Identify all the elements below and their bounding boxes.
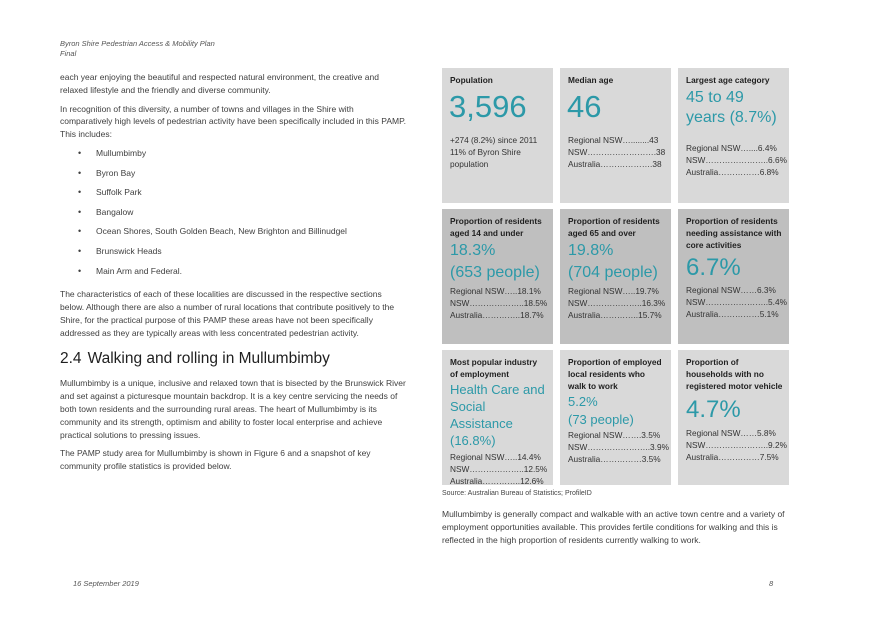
card-label: Median age bbox=[568, 75, 614, 85]
card-value: 6.7% bbox=[686, 254, 741, 281]
card-label: Proportion of households with no registered motor vehicle bbox=[686, 357, 783, 391]
stat-australia: Australia……………5.1% bbox=[686, 309, 779, 320]
aged-14-under-card bbox=[442, 209, 553, 344]
card-value: 4.7% bbox=[686, 396, 741, 423]
mullumbimby-paragraph: Mullumbimby is a unique, inclusive and relaxed town that is bisected by the Brunswick River and set against a picturesque mountain backdrop. It is a key centre servicing the needs of both town residents and the surrounding rural areas. The heart of Mullumbimby is its community and its strength, optimism and ability to foster local enterprise and achieve practical solutions to pressing issues. bbox=[60, 378, 406, 440]
card-value-people: (73 people) bbox=[568, 412, 634, 427]
card-value: 45 to 49 years (8.7%) bbox=[686, 89, 777, 126]
stat-nsw: NSW………………..18.5% bbox=[450, 298, 548, 309]
stat-nsw: NSW………………..12.5% bbox=[450, 464, 548, 475]
characteristics-paragraph: The characteristics of each of these localities are discussed in the respective sections below. Although there are also a number of rural locations that contribute positively to the Shire, for the practical purpose of this PAMP these areas have not been specifically addressed as they are typically areas with less concentrated pedestrian activity. bbox=[60, 289, 395, 338]
localities-list bbox=[60, 147, 406, 284]
document-status: Final bbox=[60, 49, 77, 58]
community-profile-grid bbox=[442, 68, 792, 485]
aged-65-over-card bbox=[560, 209, 671, 344]
document-title: Byron Shire Pedestrian Access & Mobility Plan bbox=[60, 39, 215, 48]
stat-nsw: NSW………………..16.3% bbox=[568, 298, 666, 309]
stat-regional-nsw: Regional NSW……5.8% bbox=[686, 428, 776, 438]
intro-paragraph: each year enjoying the beautiful and respected natural environment, the creative and relaxed lifestyle and the friendly and diverse community. bbox=[60, 72, 379, 95]
left-column bbox=[60, 71, 406, 479]
section-title: Walking and rolling in Mullumbimby bbox=[87, 350, 330, 368]
list-item: • Ocean Shores, South Golden Beach, New Brighton and Billinudgel bbox=[60, 225, 406, 245]
card-note: 11% of Byron Shire population bbox=[450, 147, 521, 169]
card-note: +274 (8.2%) since 2011 bbox=[450, 135, 538, 145]
card-label: Most popular industry of employment bbox=[450, 357, 538, 379]
card-label: Largest age category bbox=[686, 75, 770, 85]
stat-nsw: NSW…………………….38 bbox=[568, 147, 666, 158]
card-value: Health Care and Social Assistance (16.8%) bbox=[450, 382, 545, 448]
source-note: Source: Australian Bureau of Statistics; ProfileID bbox=[442, 490, 592, 497]
stat-australia: Australia……………7.5% bbox=[686, 452, 779, 463]
stat-australia: Australia…………..12.6% bbox=[450, 476, 544, 485]
diversity-paragraph: In recognition of this diversity, a number of towns and villages in the Shire with comparatively high levels of pedestrian activity have been specifically included in this PAMP. This includes: bbox=[60, 103, 407, 140]
card-value: 18.3% bbox=[450, 242, 496, 259]
stat-regional-nsw: Regional NSW…..19.7% bbox=[568, 286, 659, 296]
card-value: 5.2% bbox=[568, 394, 598, 409]
list-item: • Brunswick Heads bbox=[60, 245, 406, 265]
card-label: Proportion of residents aged 65 and over bbox=[568, 216, 660, 238]
list-item: • Main Arm and Federal. bbox=[60, 265, 406, 285]
card-label: Population bbox=[450, 75, 493, 85]
stat-australia: Australia……………….38 bbox=[568, 159, 662, 170]
list-item: • Byron Bay bbox=[60, 167, 406, 187]
stat-regional-nsw: Regional NSW…........43 bbox=[568, 135, 659, 145]
card-value: 3,596 bbox=[449, 89, 527, 124]
stat-regional-nsw: Regional NSW…....6.4% bbox=[686, 143, 777, 153]
stat-nsw: NSW…………………..5.4% bbox=[686, 297, 787, 308]
footer-date: 16 September 2019 bbox=[73, 579, 139, 588]
median-age-card bbox=[560, 68, 671, 203]
list-item: • Bangalow bbox=[60, 206, 406, 226]
list-item: • Suffolk Park bbox=[60, 186, 406, 206]
stat-nsw: NSW…………………..9.2% bbox=[686, 440, 787, 451]
stat-regional-nsw: Regional NSW…..14.4% bbox=[450, 452, 541, 462]
stat-regional-nsw: Regional NSW…..18.1% bbox=[450, 286, 541, 296]
walkability-paragraph: Mullumbimby is generally compact and walkable with an active town centre and a variety of employment opportunities available. This provides fertile conditions for walking and this is reflected in the high proportion of residents currently walking to work. bbox=[442, 509, 785, 545]
card-label: Proportion of employed local residents who walk to work bbox=[568, 357, 662, 391]
stat-regional-nsw: Regional NSW……6.3% bbox=[686, 285, 776, 295]
stat-australia: Australia……………6.8% bbox=[686, 167, 779, 178]
list-item: • Mullumbimby bbox=[60, 147, 406, 167]
section-heading bbox=[60, 349, 406, 369]
study-area-paragraph: The PAMP study area for Mullumbimby is shown in Figure 6 and a snapshot of key community profile statistics is provided below. bbox=[60, 448, 371, 472]
popular-industry-card bbox=[442, 350, 553, 485]
stat-australia: Australia……………3.5% bbox=[568, 454, 661, 465]
card-value-people: (704 people) bbox=[568, 264, 658, 281]
section-number: 2.4 bbox=[60, 350, 82, 368]
stat-nsw: NSW…………………..3.9% bbox=[568, 442, 669, 453]
stat-nsw: NSW…………………..6.6% bbox=[686, 155, 787, 166]
no-vehicle-card bbox=[678, 350, 789, 485]
card-value: 19.8% bbox=[568, 242, 614, 259]
core-assistance-card bbox=[678, 209, 789, 344]
stat-australia: Australia…………..15.7% bbox=[568, 310, 662, 321]
card-value: 46 bbox=[567, 89, 602, 124]
card-value-people: (653 people) bbox=[450, 264, 540, 281]
card-label: Proportion of residents needing assistance with core activities bbox=[686, 216, 782, 250]
page-number: 8 bbox=[769, 579, 774, 588]
stat-regional-nsw: Regional NSW…….3.5% bbox=[568, 430, 661, 440]
stat-australia: Australia…………..18.7% bbox=[450, 310, 544, 321]
walk-to-work-card bbox=[560, 350, 671, 485]
card-label: Proportion of residents aged 14 and under bbox=[450, 216, 542, 238]
largest-age-category-card bbox=[678, 68, 789, 203]
population-card bbox=[442, 68, 553, 203]
document-header bbox=[60, 39, 215, 59]
